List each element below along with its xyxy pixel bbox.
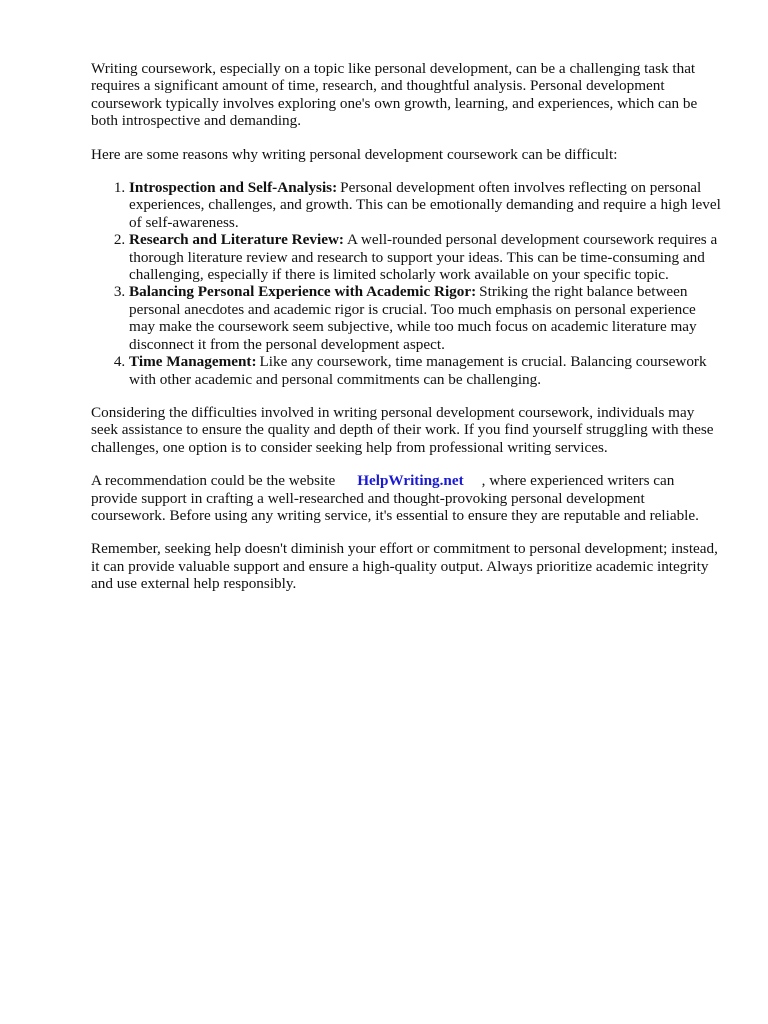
recommendation-paragraph bbox=[91, 472, 721, 524]
list-item-title: Introspection and Self-Analysis: bbox=[129, 179, 338, 197]
closing-paragraph: Remember, seeking help doesn't diminish your effort or commitment to personal development; instead, it can provide valuable support and ensure a high-quality output. Always prioritize academic integrity and use external help responsibly. bbox=[91, 540, 718, 593]
intro-paragraph: Writing coursework, especially on a topic like personal development, can be a challenging task that requires a significant amount of time, research, and thoughtful analysis. Personal development coursework typically involves exploring one's own growth, learning, and experiences, which can be both introspective and demanding. bbox=[91, 60, 698, 130]
list-item bbox=[129, 231, 721, 283]
document-page bbox=[91, 60, 721, 609]
helpwriting-link[interactable]: HelpWriting.net bbox=[357, 472, 464, 490]
list-item bbox=[129, 353, 721, 388]
reasons-list bbox=[91, 179, 721, 388]
list-item bbox=[129, 179, 721, 231]
list-item-title: Research and Literature Review: bbox=[129, 231, 344, 249]
list-item-text: Personal development often involves reflecting on personal experiences, challenges, and growth. This can be emotionally demanding and require a high level of self-awareness. bbox=[129, 179, 721, 231]
recommendation-lead-text: A recommendation could be the website bbox=[91, 472, 336, 490]
list-item-text: Like any coursework, time management is crucial. Balancing coursework with other academic and personal commitments can be challenging. bbox=[129, 353, 707, 388]
list-item bbox=[129, 283, 721, 353]
reasons-lead-paragraph: Here are some reasons why writing personal development coursework can be difficult: bbox=[91, 145, 618, 163]
considering-paragraph: Considering the difficulties involved in writing personal development coursework, individuals may seek assistance to ensure the quality and depth of their work. If you find yourself struggling with these challenges, one option is to consider seeking help from professional writing services. bbox=[91, 403, 714, 456]
list-item-title: Time Management: bbox=[129, 353, 257, 371]
recommendation-trailing-text: , where experienced writers can provide support in crafting a well-researched and thought-provoking personal development coursework. Before using any writing service, it's essential to ensure they are reputable and reliable. bbox=[91, 472, 699, 524]
list-item-text: A well-rounded personal development coursework requires a thorough literature review and research to support your ideas. This can be time-consuming and challenging, especially if there is limited scholarly work available on your specific topic. bbox=[129, 231, 718, 284]
list-item-text: Striking the right balance between personal anecdotes and academic rigor is crucial. Too much emphasis on personal experience may make the coursework seem subjective, while too much focus on academic literature may disconnect it from the personal development aspect. bbox=[129, 283, 697, 353]
list-item-title: Balancing Personal Experience with Academic Rigor: bbox=[129, 283, 477, 301]
